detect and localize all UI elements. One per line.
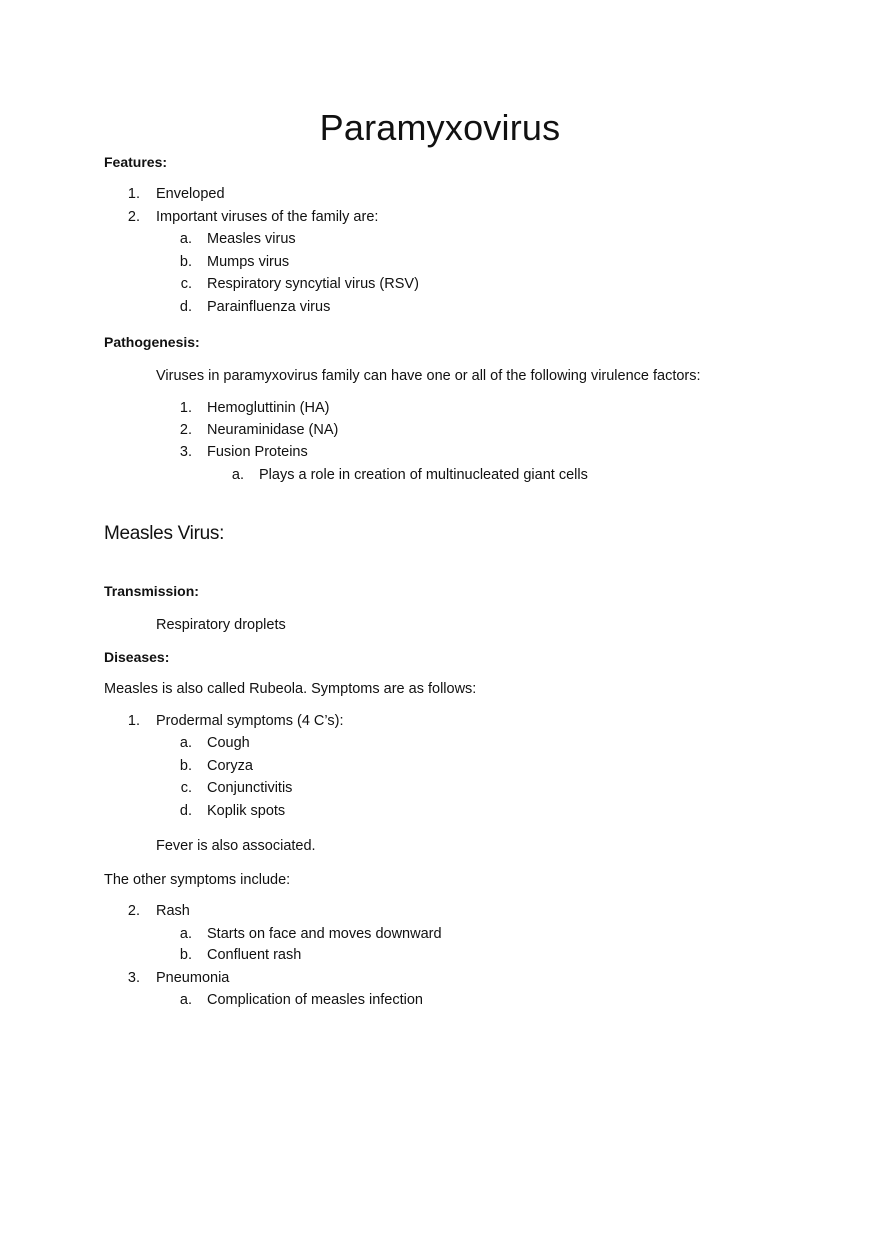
list-marker: a.: [179, 992, 192, 1008]
list-item: Fusion Proteins: [207, 444, 308, 460]
list-marker: a.: [179, 735, 192, 751]
list-item: Enveloped: [156, 186, 225, 202]
list-marker: 1.: [127, 713, 140, 729]
features-heading: Features:: [104, 154, 168, 170]
list-marker: c.: [180, 780, 192, 796]
list-item: Conjunctivitis: [207, 780, 293, 796]
list-marker: 2.: [127, 209, 140, 225]
list-marker: d.: [179, 803, 192, 819]
list-item: Important viruses of the family are:: [156, 209, 379, 225]
measles-heading: Measles Virus:: [104, 523, 225, 544]
list-item: Confluent rash: [207, 947, 302, 963]
list-item: Hemogluttinin (HA): [207, 400, 330, 416]
list-marker: b.: [179, 758, 192, 774]
other-symptoms-intro: The other symptoms include:: [104, 872, 291, 888]
list-marker: a.: [179, 231, 192, 247]
list-marker: a.: [231, 467, 244, 483]
list-marker: 2.: [127, 903, 140, 919]
list-item: Cough: [207, 735, 250, 751]
transmission-text: Respiratory droplets: [156, 617, 286, 633]
list-marker: d.: [179, 299, 192, 315]
list-item: Rash: [156, 903, 190, 919]
list-item: Coryza: [207, 758, 253, 774]
list-item: Respiratory syncytial virus (RSV): [207, 276, 419, 292]
list-item: Starts on face and moves downward: [207, 926, 442, 942]
fever-note: Fever is also associated.: [156, 838, 316, 854]
list-marker: c.: [180, 276, 192, 292]
page-title: Paramyxovirus: [319, 107, 561, 148]
transmission-heading: Transmission:: [104, 583, 199, 599]
list-item: Measles virus: [207, 231, 296, 247]
list-item: Mumps virus: [207, 254, 290, 270]
list-marker: 1.: [179, 400, 192, 416]
diseases-heading: Diseases:: [104, 649, 170, 665]
pathogenesis-intro: Viruses in paramyxovirus family can have one or all of the following virulence factors:: [156, 368, 701, 384]
list-item: Pneumonia: [156, 970, 230, 986]
list-item: Neuraminidase (NA): [207, 422, 339, 438]
list-item: Complication of measles infection: [207, 992, 423, 1008]
list-item: Koplik spots: [207, 803, 286, 819]
list-marker: a.: [179, 926, 192, 942]
list-item: Parainfluenza virus: [207, 299, 331, 315]
list-item: Plays a role in creation of multinucleated giant cells: [259, 467, 588, 483]
list-marker: b.: [179, 254, 192, 270]
list-marker: 3.: [127, 970, 140, 986]
diseases-intro: Measles is also called Rubeola. Symptoms are as follows:: [104, 681, 477, 697]
pathogenesis-heading: Pathogenesis:: [104, 334, 200, 350]
list-marker: 3.: [179, 444, 192, 460]
list-item: Prodermal symptoms (4 C’s):: [156, 713, 344, 729]
list-marker: 2.: [179, 422, 192, 438]
list-marker: b.: [179, 947, 192, 963]
list-marker: 1.: [127, 186, 140, 202]
